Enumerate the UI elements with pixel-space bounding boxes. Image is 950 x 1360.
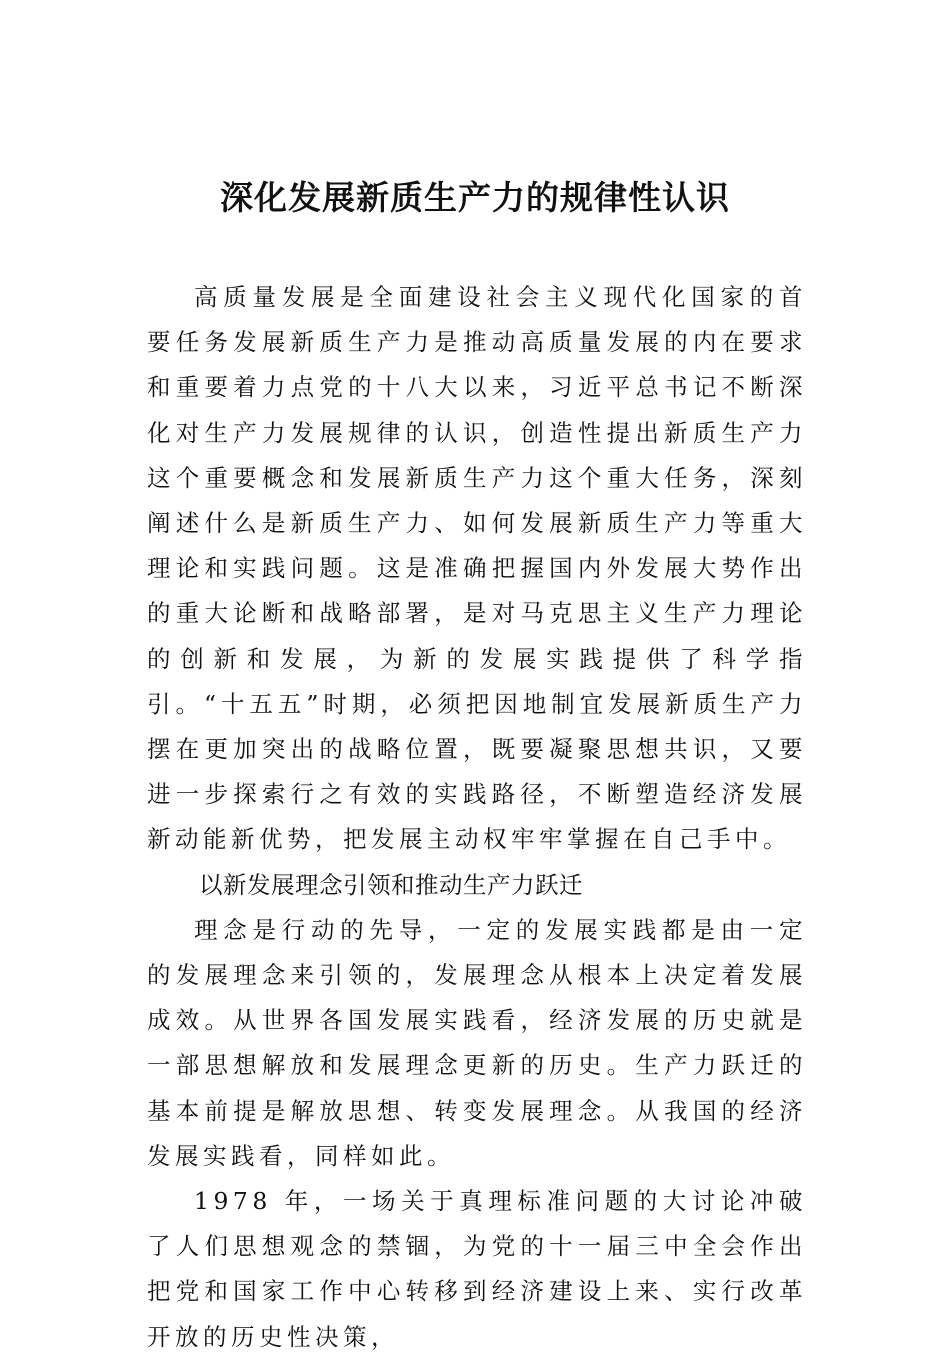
document-title: 深化发展新质生产力的规律性认识 [220,178,730,217]
body-paragraph: 理念是行动的先导，一定的发展实践都是由一定的发展理念来引领的，发展理念从根本上决定着发展成效。从世界各国发展实践看，经济发展的历史就是一部思想解放和发展理念更新的历史。生产力跃迁的基本前提是解放思想、转变发展理念。从我国的经济发展实践看，同样如此。 [147,915,807,1170]
body-paragraph: 高质量发展是全面建设社会主义现代化国家的首要任务发展新质生产力是推动高质量发展的内在要求和重要着力点党的十八大以来，习近平总书记不断深化对生产力发展规律的认识，创造性提出新质生产力这个重要概念和发展新质生产力这个重大任务，深刻阐述什么是新质生产力、如何发展新质生产力等重大理论和实践问题。这是准确把握国内外发展大势作出的重大论断和战略部署，是对马克思主义生产力理论的创新和发展，为新的发展实践提供了科学指引。“十五五”时期，必须把因地制宜发展新质生产力摆在更加突出的战略位置，既要凝聚思想共识，又要进一步探索行之有效的实践路径，不断塑造经济发展新动能新优势，把发展主动权牢牢掌握在自己手中。 [147,283,807,854]
document-body [147,275,807,1360]
section-heading: 以新发展理念引领和推动生产力跃迁 [199,870,583,899]
body-paragraph: 1978 年，一场关于真理标准问题的大讨论冲破了人们思想观念的禁锢，为党的十一届三中全会作出把党和国家工作中心转移到经济建设上来、实行改革开放的历史性决策， [147,1187,807,1351]
